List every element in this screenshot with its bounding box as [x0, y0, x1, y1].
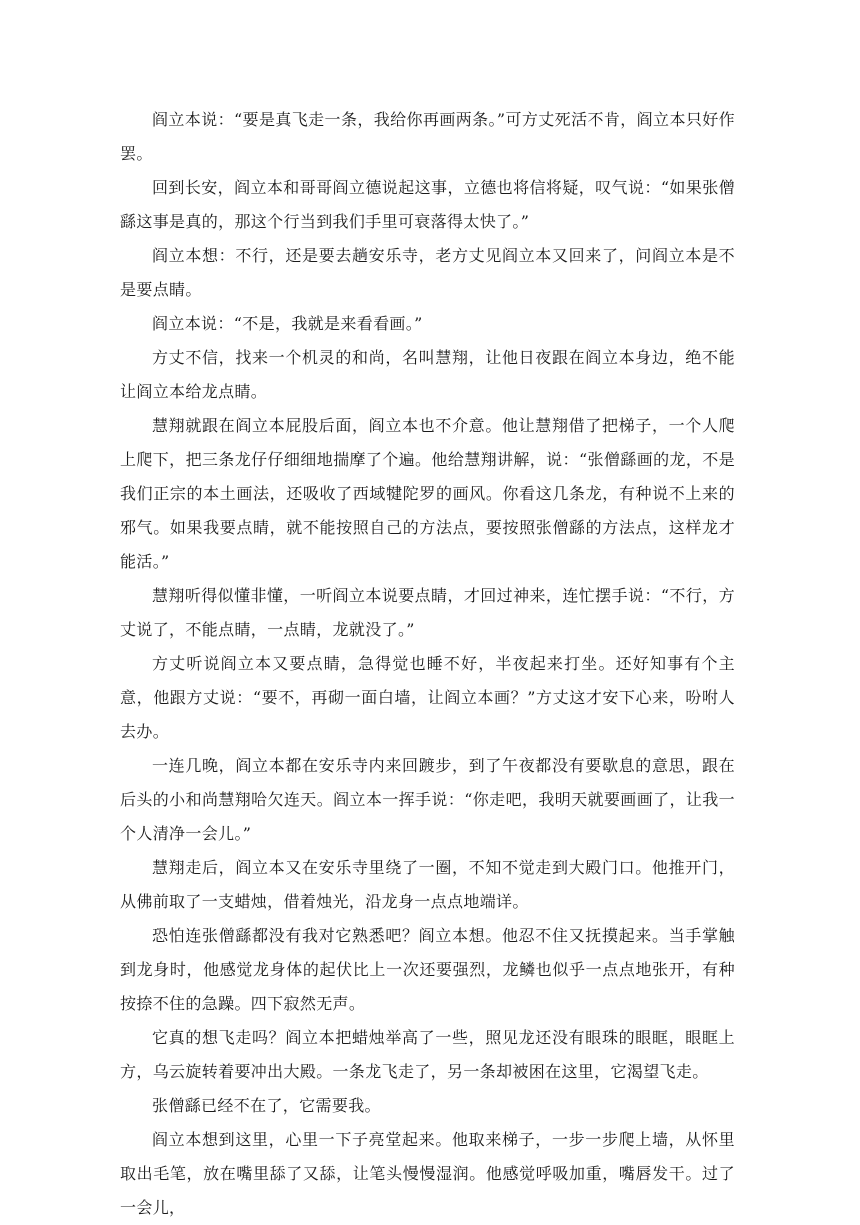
- paragraph: 慧翔走后，阎立本又在安乐寺里绕了一圈，不知不觉走到大殿门口。他推开门，从佛前取了一支蜡烛，借着烛光，沿龙身一点点地端详。: [120, 858, 735, 911]
- paragraph: 方丈听说阎立本又要点睛，急得觉也睡不好，半夜起来打坐。还好知事有个主意，他跟方丈说：“要不，再砌一面白墙，让阎立本画？”方丈这才安下心来，吩咐人去办。: [120, 654, 735, 741]
- paragraph: 阎立本想：不行，还是要去趟安乐寺，老方丈见阎立本又回来了，问阎立本是不是要点睛。: [120, 246, 735, 299]
- paragraph: 一连几晚，阎立本都在安乐寺内来回踱步，到了午夜都没有要歇息的意思，跟在后头的小和尚慧翔哈欠连天。阎立本一挥手说：“你走吧，我明天就要画画了，让我一个人清净一会儿。”: [120, 756, 735, 843]
- paragraph: 恐怕连张僧繇都没有我对它熟悉吧？阎立本想。他忍不住又抚摸起来。当手掌触到龙身时，他感觉龙身体的起伏比上一次还要强烈，龙鳞也似乎一点点地张开，有种按捺不住的急躁。四下寂然无声。: [120, 926, 735, 1013]
- paragraph: 它真的想飞走吗？阎立本把蜡烛举高了一些，照见龙还没有眼珠的眼眶，眼眶上方，乌云旋转着要冲出大殿。一条龙飞走了，另一条却被困在这里，它渴望飞走。: [120, 1028, 735, 1081]
- paragraph: 回到长安，阎立本和哥哥阎立德说起这事，立德也将信将疑，叹气说：“如果张僧繇这事是真的，那这个行当到我们手里可衰落得太快了。”: [120, 178, 735, 231]
- paragraph: 慧翔就跟在阎立本屁股后面，阎立本也不介意。他让慧翔借了把梯子，一个人爬上爬下，把三条龙仔仔细细地揣摩了个遍。他给慧翔讲解，说：“张僧繇画的龙，不是我们正宗的本土画法，还吸收了西域犍陀罗的画风。你看这几条龙，有种说不上来的邪气。如果我要点睛，就不能按照自己的方法点，要按照张僧繇的方法点，这样龙才能活。”: [120, 416, 735, 571]
- paragraph: 方丈不信，找来一个机灵的和尚，名叫慧翔，让他日夜跟在阎立本身边，绝不能让阎立本给龙点睛。: [120, 348, 735, 401]
- paragraph: 慧翔听得似懂非懂，一听阎立本说要点睛，才回过神来，连忙摆手说：“不行，方丈说了，不能点睛，一点睛，龙就没了。”: [120, 586, 735, 639]
- paragraph: 阎立本说：“不是，我就是来看看画。”: [152, 314, 423, 333]
- paragraph: 阎立本想到这里，心里一下子亮堂起来。他取来梯子，一步一步爬上墙，从怀里取出毛笔，放在嘴里舔了又舔，让笔头慢慢湿润。他感觉呼吸加重，嘴唇发干。过了一会儿，: [120, 1130, 735, 1217]
- paragraph: 张僧繇已经不在了，它需要我。: [152, 1096, 381, 1115]
- story-text: [120, 103, 735, 1225]
- paragraph: 阎立本说：“要是真飞走一条，我给你再画两条。”可方丈死活不肯，阎立本只好作罢。: [120, 110, 735, 163]
